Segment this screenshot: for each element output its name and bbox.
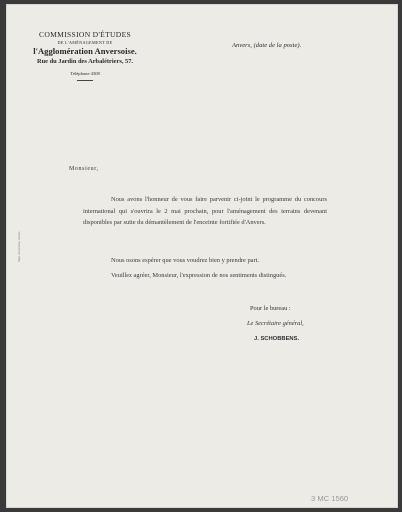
dateline: Anvers, (date de la poste). [232,42,302,49]
salutation: Monsieur, [69,166,99,172]
closing-role: Le Secrétaire général, [247,320,304,327]
letterhead-line-2: DE L'AMÉNAGEMENT DE [57,40,113,45]
letterhead-phone: Téléphone 4308 [70,71,100,76]
letterhead-address: Rue du Jardin des Arbalétriers, 57. [36,58,134,65]
paragraph-3: Veuillez agréer, Monsieur, l'expression de nos sentiments distingués. [111,272,287,279]
closing-name: J. SCHOBBENS. [254,336,300,342]
letter-page [6,4,398,508]
archive-mark: 3 MC 1560 [311,494,349,503]
letterhead-line-3: l'Agglomération Anversoise. [33,46,137,56]
closing-for: Pour le bureau : [250,305,291,312]
letterhead-rule [77,80,93,81]
printer-mark: Impr. Anversoise, Anvers [17,231,21,262]
letterhead-line-1: COMMISSION D'ÉTUDES [38,30,132,39]
paragraph-1: Nous avons l'honneur de vous faire parvenir ci-joint le programme du concours international qui s'ouvrira le 2 mai prochain, pour l'aménagement des terrains devenant disponibles par suite du démantèlement de l'enceinte fortifiée d'Anvers. [83,196,327,226]
paragraph-2: Nous osons espérer que vous voudrez bien y prendre part. [111,257,260,264]
letterhead [20,30,150,81]
